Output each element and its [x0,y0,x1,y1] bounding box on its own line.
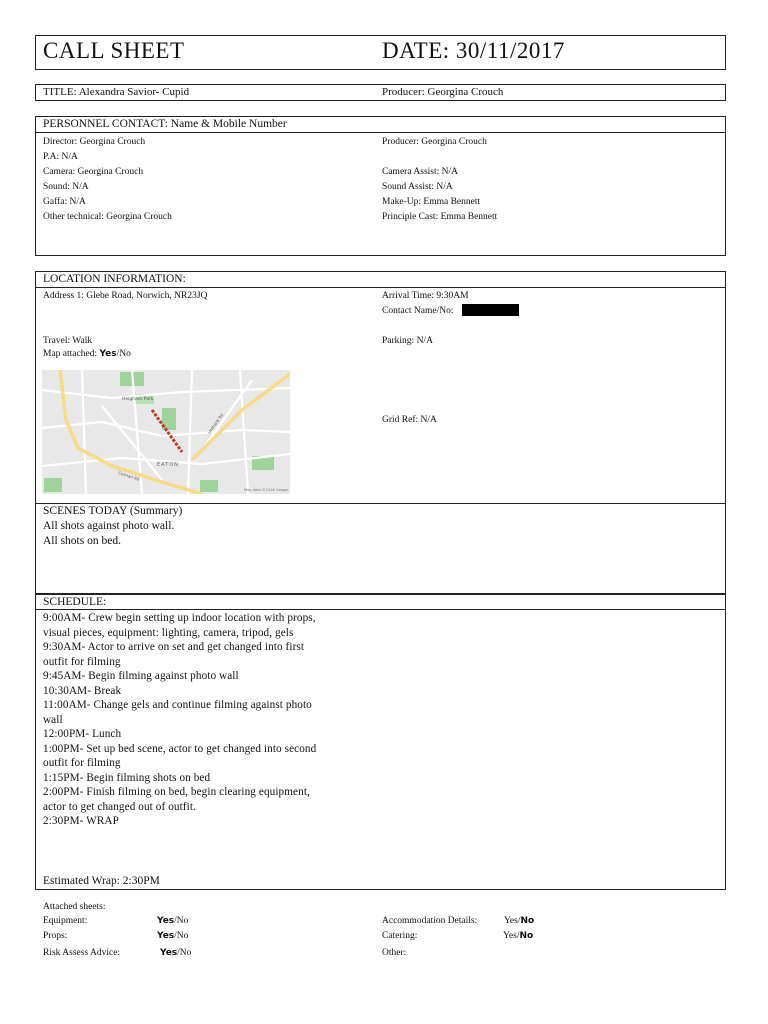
location-grid-ref: Grid Ref: N/A [382,415,437,425]
choice-yes: Yes [157,931,175,941]
map-attached-yes: Yes [99,349,117,359]
attached-risk-choice [160,948,191,958]
attached-equipment-label: Equipment: [43,916,88,926]
choice-yes: Yes/ [504,916,521,926]
choice-yes: Yes [160,948,178,958]
scenes-divider [35,503,726,504]
schedule-line: 9:00AM- Crew begin setting up indoor location with props, [43,612,316,624]
personnel-principle-cast: Principle Cast: Emma Bennett [382,212,498,222]
map-attribution: Map data ©2016 Google [244,488,289,492]
schedule-line: 12:00PM- Lunch [43,728,122,740]
choice-yes: Yes [157,916,175,926]
location-address: Address 1: Glebe Road, Norwich, NR23JQ [43,291,208,301]
map-label: EATON [157,462,179,468]
schedule-line: outfit for filming [43,655,121,668]
personnel-gaffa: Gaffa: N/A [43,197,86,207]
scenes-line: All shots against photo wall. [43,520,175,532]
attached-heading: Attached sheets: [43,902,106,912]
attached-props-choice [157,931,188,941]
schedule-line: 2:30PM- WRAP [43,815,119,827]
schedule-line: 11:00AM- Change gels and continue filming against photo [43,699,312,711]
scenes-line: All shots on bed. [43,535,121,547]
map-attached-label: Map attached: [43,349,98,359]
attached-accommodation-choice [504,916,534,926]
attached-other-label: Other: [382,948,407,958]
estimated-wrap: Estimated Wrap: 2:30PM [43,875,160,887]
schedule-divider [35,609,726,610]
choice-no: No [520,916,535,926]
attached-accommodation-label: Accommodation Details: [382,916,478,926]
scenes-heading: SCENES TODAY (Summary) [43,505,183,517]
call-sheet-title: CALL SHEET [43,38,185,63]
map-label: Heigham Park [122,397,154,402]
personnel-producer: Producer: Georgina Crouch [382,137,487,147]
schedule-line: 9:45AM- Begin filming against photo wall [43,670,239,682]
location-contact: Contact Name/No: [382,306,454,316]
personnel-heading: PERSONNEL CONTACT: Name & Mobile Number [43,118,287,130]
choice-no: No [519,931,534,941]
attached-catering-label: Catering: [382,931,418,941]
location-parking: Parking: N/A [382,336,433,346]
schedule-line: 1:00PM- Set up bed scene, actor to get changed into second [43,742,317,755]
personnel-director: Director: Georgina Crouch [43,137,146,147]
location-map [42,370,290,494]
location-arrival-time: Arrival Time: 9:30AM [382,291,469,301]
personnel-camera-assist: Camera Assist: N/A [382,167,458,177]
attached-props-label: Props: [43,931,68,941]
choice-no: /No [174,916,189,926]
map-park [200,480,218,492]
call-sheet-date: DATE: 30/11/2017 [382,38,565,63]
choice-no: /No [177,948,192,958]
schedule-line: visual pieces, equipment: lighting, camera, tripod, gels [43,626,294,639]
schedule-top-divider [35,593,726,595]
redaction-bar [462,304,519,316]
schedule-line: 10:30AM- Break [43,684,122,697]
choice-yes: Yes/ [503,931,520,941]
location-map-attached [43,349,131,359]
location-heading: LOCATION INFORMATION: [43,273,186,285]
attached-risk-label: Risk Assess Advice: [43,948,121,958]
schedule-line: 2:00PM- Finish filming on bed, begin clearing equipment, [43,786,310,798]
production-title: TITLE: Alexandra Savior- Cupid [43,86,190,98]
personnel-sound-assist: Sound Assist: N/A [382,182,453,192]
location-divider [35,287,726,288]
personnel-makeup: Make-Up: Emma Bennett [382,197,481,207]
schedule-line: outfit for filming [43,757,121,769]
map-label: Colman Rd [117,470,140,482]
personnel-other-technical: Other technical: Georgina Crouch [43,212,172,222]
attached-catering-choice [503,931,533,941]
personnel-divider [35,132,726,133]
schedule-line: 1:15PM- Begin filming shots on bed [43,771,211,784]
schedule-line: 9:30AM- Actor to arrive on set and get changed into first [43,641,305,653]
choice-no: /No [174,931,189,941]
attached-equipment-choice [157,916,188,926]
personnel-camera: Camera: Georgina Crouch [43,167,144,177]
map-park [44,478,62,492]
map-attached-no: /No [116,349,131,359]
production-producer: Producer: Georgina Crouch [382,86,504,98]
schedule-line: wall [43,713,63,726]
map-label: Unthank Rd [206,412,225,435]
schedule-line: actor to get changed out of outfit. [43,800,196,813]
location-travel: Travel: Walk [43,336,93,346]
personnel-sound: Sound: N/A [43,182,89,192]
personnel-pa: P.A: N/A [43,152,78,162]
schedule-heading: SCHEDULE: [43,596,107,608]
